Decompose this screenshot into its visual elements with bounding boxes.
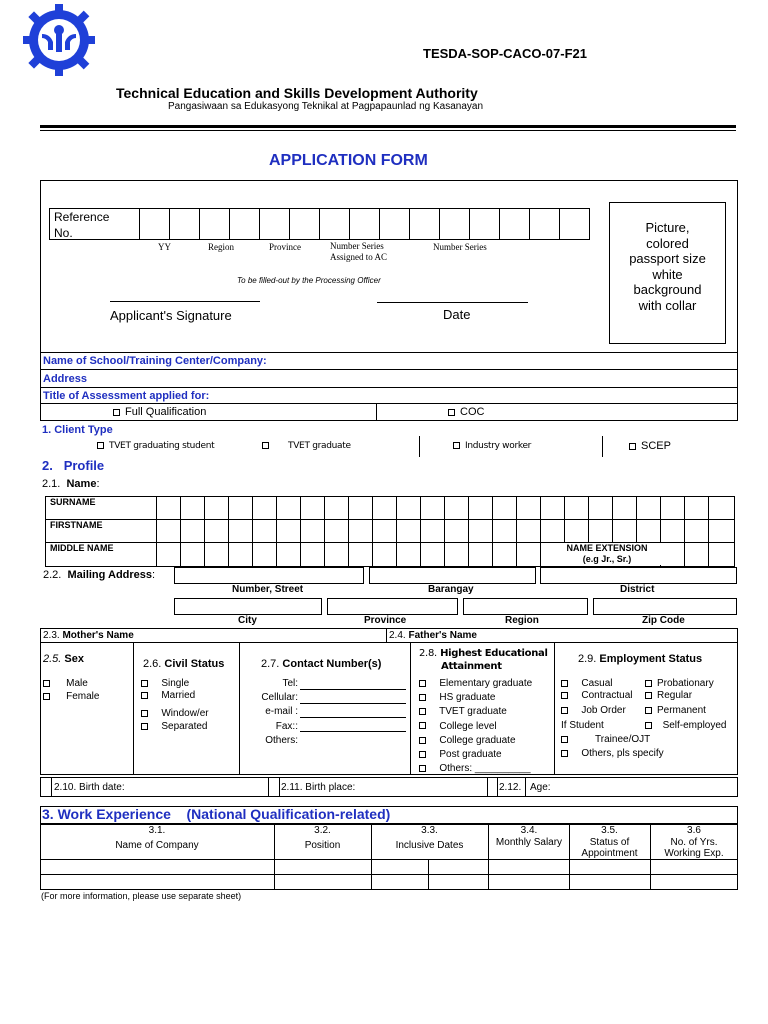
sex-split [133, 642, 134, 775]
work-col-company-num: 3.1. [148, 825, 166, 836]
father-label: Father's Name [408, 630, 477, 641]
emp-permanent[interactable] [645, 705, 706, 716]
education-num: 2.8. [419, 648, 437, 659]
father-num: 2.4. [389, 630, 406, 641]
work-col-split-4 [569, 824, 570, 890]
regular-label: Regular [657, 690, 693, 701]
ref-series-ac-line2: Assigned to AC [330, 252, 388, 262]
processing-note: To be filled-out by the Processing Officer [237, 276, 381, 285]
emp-others[interactable] [561, 748, 664, 759]
ref-province-label: Province [269, 242, 301, 252]
regular-checkbox[interactable] [645, 692, 652, 699]
work-heading-label: 3. Work Experience [42, 806, 171, 822]
civil-single[interactable] [141, 678, 189, 689]
picture-line6: with collar [638, 297, 697, 313]
female-label: Female [66, 691, 100, 702]
edu-college-grad[interactable] [419, 734, 532, 748]
edu-hs[interactable] [419, 691, 532, 705]
reference-label-line1: Reference [54, 210, 110, 224]
edu-others-label: Others: __________ [439, 763, 531, 775]
mailing-label: Mailing Address [67, 569, 153, 581]
sex-num: 2.5. [43, 653, 62, 665]
birth-split-e [497, 777, 498, 797]
work-footnote: (For more information, please use separate sheet) [41, 891, 242, 901]
graduate-checkbox[interactable] [262, 442, 269, 449]
birth-split-f [525, 777, 526, 797]
tvet-checkbox[interactable] [419, 708, 426, 715]
zip-code-caption: Zip Code [642, 615, 685, 626]
name-num: 2.1. [42, 478, 61, 490]
applicant-signature-label: Applicant's Signature [110, 308, 232, 323]
edu-post-grad[interactable] [419, 748, 532, 762]
fax-label: Fax:: [275, 720, 298, 732]
employment-label: Employment Status [599, 653, 703, 665]
work-col-company [40, 825, 274, 852]
birth-place-label: Birth place: [305, 782, 356, 793]
work-col-status [572, 825, 647, 860]
middle-name-label: MIDDLE NAME [50, 543, 114, 553]
permanent-label: Permanent [657, 705, 706, 716]
college-level-label: College level [439, 720, 497, 732]
college-grad-checkbox[interactable] [419, 737, 426, 744]
city-caption: City [238, 615, 257, 626]
city-input[interactable] [174, 598, 322, 615]
contractual-checkbox[interactable] [561, 692, 568, 699]
contact-split [410, 642, 411, 775]
trainee-checkbox[interactable] [561, 736, 568, 743]
edu-elementary[interactable] [419, 677, 532, 691]
parents-split [386, 628, 387, 642]
civil-separated[interactable] [141, 721, 208, 732]
name-label: Name [66, 478, 97, 490]
separated-checkbox[interactable] [141, 723, 148, 730]
org-name: Technical Education and Skills Development Authority [116, 85, 478, 101]
probationary-checkbox[interactable] [645, 680, 652, 687]
casual-label: Casual [581, 678, 613, 689]
parents-divider [40, 642, 738, 643]
birth-place-field[interactable] [281, 782, 355, 793]
work-col-position-label: Position [304, 840, 341, 851]
work-col-status-label: Status of Appointment [581, 836, 638, 859]
married-label: Married [161, 690, 196, 701]
client-type-industry[interactable] [453, 441, 531, 451]
married-checkbox[interactable] [141, 692, 148, 699]
profile-heading [42, 458, 104, 473]
widow-checkbox[interactable] [141, 710, 148, 717]
coc-checkbox[interactable] [448, 409, 455, 416]
assessment-label: Title of Assessment applied for: [43, 390, 210, 402]
mailing-num: 2.2. [43, 569, 62, 581]
employment-heading [578, 653, 702, 665]
number-street-caption: Number, Street [232, 584, 304, 595]
age-field[interactable]: Age: [530, 782, 551, 793]
contact-num: 2.7. [261, 658, 280, 670]
email-input[interactable] [300, 717, 406, 718]
picture-instructions [609, 220, 726, 313]
birth-place-num: 2.11. [281, 782, 303, 793]
college-grad-label: College graduate [439, 734, 516, 746]
education-heading [419, 647, 548, 673]
female-checkbox[interactable] [43, 693, 50, 700]
mother-label: Mother's Name [62, 630, 134, 641]
profile-heading-label: Profile [63, 458, 105, 473]
tesda-logo [20, 4, 98, 76]
emp-job-order[interactable] [561, 705, 626, 716]
industry-checkbox[interactable] [453, 442, 460, 449]
date-label: Date [443, 307, 471, 322]
contact-labels [246, 677, 298, 748]
name-colon: : [96, 478, 100, 490]
job-order-checkbox[interactable] [561, 707, 568, 714]
sex-female[interactable] [43, 691, 99, 702]
ref-series-ac-line1: Number Series [330, 241, 384, 251]
mailing-colon: : [152, 569, 156, 581]
tel-label: Tel: [282, 678, 298, 689]
birth-date-num: 2.10. [54, 782, 77, 793]
region-input[interactable] [463, 598, 588, 615]
work-col-split-2b [428, 859, 429, 890]
school-name-label: Name of School/Training Center/Company: [43, 355, 267, 367]
number-street-input[interactable] [174, 567, 364, 584]
work-col-position [274, 825, 371, 852]
birth-split-b [268, 777, 269, 797]
work-heading [42, 806, 390, 822]
work-col-dates [371, 825, 488, 852]
elementary-checkbox[interactable] [419, 680, 426, 687]
work-col-years [652, 825, 736, 860]
cellular-input[interactable] [300, 703, 406, 704]
self-employed-label: Self-employed [662, 720, 727, 731]
header-rule-thin [40, 130, 736, 131]
work-col-split-3 [488, 824, 489, 890]
sex-male[interactable] [43, 678, 88, 689]
sex-label: Sex [64, 653, 84, 665]
form-title: APPLICATION FORM [269, 152, 428, 169]
tel-input[interactable] [300, 689, 406, 690]
work-col-split-5 [650, 824, 651, 890]
applicant-signature-line[interactable] [110, 301, 260, 302]
client-type-graduating[interactable] [97, 441, 214, 451]
school-divider [40, 369, 738, 370]
male-label: Male [66, 678, 88, 689]
elementary-label: Elementary graduate [439, 678, 533, 689]
mothers-name-label[interactable] [43, 630, 134, 641]
picture-line2: colored [646, 235, 689, 251]
trainee-label: Trainee/OJT [595, 734, 651, 745]
work-col-salary-label: Monthly Salary [495, 836, 563, 848]
graduate-label: TVET graduate [288, 441, 351, 451]
cellular-label: Cellular: [261, 692, 298, 704]
self-employed-checkbox[interactable] [645, 722, 652, 729]
work-col-salary [494, 825, 564, 848]
picture-line3: passport size [629, 251, 706, 266]
college-level-checkbox[interactable] [419, 722, 426, 729]
coc-option[interactable] [448, 406, 484, 418]
name-row-divider-1 [45, 519, 735, 520]
graduating-label: TVET graduating student [109, 441, 215, 451]
edu-college-level[interactable] [419, 720, 532, 734]
civil-widow[interactable] [141, 708, 209, 719]
contractual-label: Contractual [581, 690, 633, 701]
emp-contractual[interactable] [561, 690, 632, 701]
age-num: 2.12. [499, 782, 522, 793]
province-input[interactable] [327, 598, 458, 615]
emp-regular[interactable] [645, 690, 692, 701]
employment-num: 2.9. [578, 653, 597, 665]
edu-others[interactable] [419, 762, 532, 776]
birth-split-c [279, 777, 280, 797]
reference-label [54, 209, 109, 241]
contact-heading [261, 658, 381, 670]
date-line[interactable] [377, 302, 528, 303]
assessment-divider [40, 403, 738, 404]
emp-others-checkbox[interactable] [561, 750, 568, 757]
civil-label: Civil Status [164, 658, 225, 670]
full-qualification-checkbox[interactable] [113, 409, 120, 416]
civil-split [239, 642, 240, 775]
province-caption: Province [364, 615, 407, 626]
client-type-graduate[interactable] [262, 441, 351, 451]
work-col-dates-num: 3.3. [421, 825, 438, 836]
region-caption: Region [505, 615, 539, 626]
birth-split-a [51, 777, 52, 797]
emp-self-employed[interactable] [645, 720, 726, 731]
name-extension-line2: (e.g Jr., Sr.) [582, 554, 632, 564]
work-row-divider [40, 874, 738, 875]
work-col-company-label: Name of Company [115, 840, 199, 851]
birth-date-label: Birth date: [79, 782, 125, 793]
separated-label: Separated [161, 721, 208, 732]
probationary-label: Probationary [657, 678, 714, 689]
civil-num: 2.6. [143, 658, 162, 670]
civil-status-heading [143, 658, 224, 670]
work-heading-sub: (National Qualification-related) [186, 806, 391, 822]
birth-row [40, 777, 738, 797]
work-col-years-num: 3.6 [687, 825, 701, 836]
permanent-checkbox[interactable] [645, 707, 652, 714]
scep-checkbox[interactable] [629, 443, 636, 450]
address-label: Address [43, 373, 88, 385]
ref-yy-label: YY [158, 242, 171, 252]
graduating-checkbox[interactable] [97, 442, 104, 449]
emp-trainee[interactable] [561, 734, 650, 745]
sex-heading [43, 653, 84, 665]
birth-split-d [487, 777, 488, 797]
district-caption: District [620, 584, 655, 595]
others-contact-label: Others: [265, 734, 298, 746]
work-col-dates-label: Inclusive Dates [395, 840, 464, 851]
contact-label: Contact Number(s) [282, 658, 382, 670]
male-checkbox[interactable] [43, 680, 50, 687]
email-label: e-mail : [265, 706, 298, 718]
edu-tvet[interactable] [419, 705, 532, 719]
client-type-split-2 [602, 436, 603, 457]
edu-others-checkbox[interactable] [419, 765, 426, 772]
industry-label: Industry worker [465, 441, 532, 451]
emp-casual[interactable] [561, 678, 612, 689]
post-grad-checkbox[interactable] [419, 751, 426, 758]
header-rule [40, 125, 736, 128]
client-type-split [419, 436, 420, 457]
hs-label: HS graduate [439, 692, 496, 704]
name-extension-label [544, 543, 670, 565]
name-extension-line1: NAME EXTENSION [566, 543, 648, 553]
tesda-gear-icon [20, 4, 98, 76]
assessment-split [376, 403, 377, 421]
address-divider [40, 387, 738, 388]
scep-label: SCEP [641, 440, 671, 452]
education-label-line2: Attainment [441, 661, 502, 672]
mailing-address-label [43, 569, 155, 581]
picture-line4: white [652, 266, 683, 282]
reference-label-line2: No. [54, 226, 73, 240]
firstname-label: FIRSTNAME [50, 520, 103, 530]
district-input[interactable] [540, 567, 737, 584]
if-student-label: If Student [561, 720, 604, 731]
surname-label: SURNAME [50, 497, 96, 507]
education-label-line1: Highest Educational [440, 648, 548, 659]
picture-line5: background [633, 282, 702, 297]
client-type-scep[interactable] [629, 440, 671, 452]
post-grad-label: Post graduate [439, 749, 502, 761]
hs-checkbox[interactable] [419, 694, 426, 701]
emp-others-label: Others, pls specify [581, 748, 664, 759]
barangay-input[interactable] [369, 567, 536, 584]
civil-married[interactable] [141, 690, 195, 701]
birth-date-field[interactable] [54, 782, 125, 793]
fathers-name-label[interactable] [389, 630, 477, 641]
casual-checkbox[interactable] [561, 680, 568, 687]
single-checkbox[interactable] [141, 680, 148, 687]
zip-code-input[interactable] [593, 598, 737, 615]
education-options [419, 677, 532, 776]
job-order-label: Job Order [581, 705, 626, 716]
full-qualification-option[interactable] [113, 406, 206, 418]
tvet-label: TVET graduate [439, 706, 507, 718]
widow-label: Window/er [161, 708, 209, 719]
work-col-status-num: 3.5. [601, 825, 618, 836]
full-qualification-label: Full Qualification [125, 406, 207, 418]
mother-num: 2.3. [43, 630, 60, 641]
ref-series-ac-label [330, 241, 387, 263]
ref-series-label: Number Series [433, 242, 487, 252]
work-col-position-num: 3.2. [314, 825, 331, 836]
ref-region-label: Region [208, 242, 234, 252]
emp-probationary[interactable] [645, 678, 714, 689]
form-code: TESDA-SOP-CACO-07-F21 [423, 46, 587, 61]
profile-heading-num: 2. [42, 458, 53, 473]
name-section-label [42, 478, 100, 490]
education-split [554, 642, 555, 775]
fax-input[interactable] [300, 731, 406, 732]
coc-label: COC [460, 406, 485, 418]
org-subtitle: Pangasiwaan sa Edukasyong Teknikal at Pagpapaunlad ng Kasanayan [168, 101, 484, 112]
picture-line1: Picture, [645, 220, 690, 235]
barangay-caption: Barangay [428, 584, 474, 595]
work-col-salary-num: 3.4. [520, 825, 538, 836]
single-label: Single [161, 678, 190, 689]
work-col-years-label: No. of Yrs. Working Exp. [664, 836, 724, 859]
client-type-label: 1. Client Type [42, 424, 113, 436]
